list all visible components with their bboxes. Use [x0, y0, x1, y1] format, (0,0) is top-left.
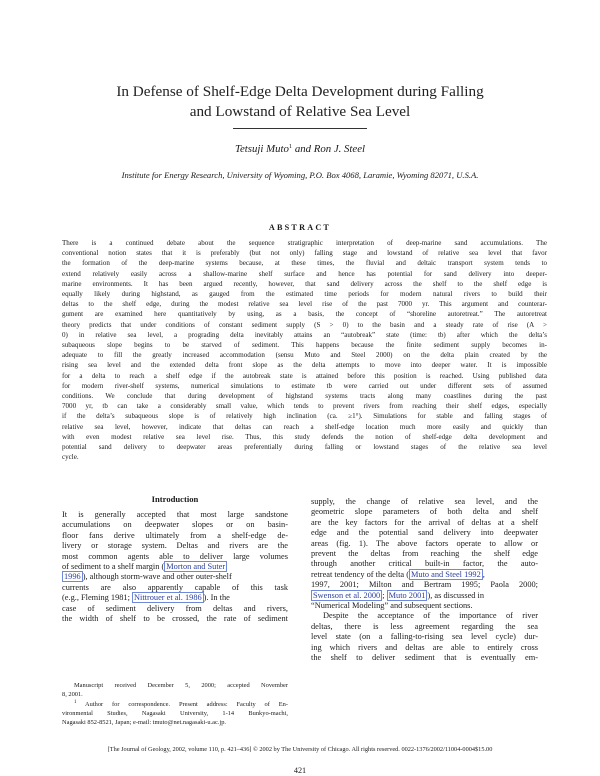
body-line	[311, 570, 538, 580]
abstract-line: if the delta’s subaqueous slope is of relatively high inclination (ca. ≥1°). Simulations for stable and falling stages of	[62, 412, 547, 421]
body-line: geometric slope parameters of both delta and shelf	[311, 507, 538, 517]
body-text: ,	[482, 569, 485, 579]
body-line: supply, the change of relative sea level, and the	[311, 497, 538, 506]
title-rule	[233, 128, 367, 129]
body-line	[311, 591, 538, 601]
author-muto: Tetsuji Muto	[234, 143, 289, 155]
abstract-line: the formation of the deep-marine systems because, at these times, the fluvial and deltaic transport system tends to	[62, 259, 547, 268]
manuscript-note: Manuscript received December 5, 2000; accepted November	[74, 682, 288, 689]
citation-link-swenson[interactable]: Swenson et al. 2000	[313, 590, 381, 600]
body-line: case of sediment delivery from deltas and rivers,	[62, 603, 288, 613]
body-text: ;	[382, 590, 387, 600]
abstract-line: cycle.	[62, 453, 79, 462]
body-line: “Numerical Modeling” and subsequent sections.	[311, 601, 473, 611]
body-line: most common agents able to deliver large volumes	[62, 551, 288, 561]
abstract-line: adequate to fill the greatly increased accommodation (sensu Muto and Steel 2000) on the delta plain created by the	[62, 351, 547, 360]
abstract-line: conventional notion states that it is preferably (but not only) falling stage and lowstand of relative sea level that favor	[62, 249, 547, 258]
abstract-line: subaqueous slope begins to be starved of sediment. This happens because the finite sediment supply becomes in-	[62, 341, 547, 350]
body-line	[62, 593, 288, 603]
body-line: deltas, there is less agreement regarding the sea	[311, 621, 538, 631]
affiliation: Institute for Energy Research, University of Wyoming, P.O. Box 4068, Laramie, Wyoming 82071, U.S.A.	[121, 170, 479, 180]
citation-link-nittrouer[interactable]: Nittrouer et al. 1986	[134, 593, 202, 603]
journal-citation: [The Journal of Geology, 2002, volume 110, p. 421–436] © 2002 by The University of Chicago. All rights reserved. 0022-1376/2002/11004-0004$15.00	[107, 746, 493, 753]
abstract-line: theory predicts that under conditions of constant sediment supply (S > 0) to the basin and a steady rate of rise (A >	[62, 320, 547, 329]
body-line: livery or storage system. Deltas and rivers are the	[62, 541, 288, 551]
body-line: currents are also apparently capable of this task	[62, 582, 288, 592]
abstract-line: deltas to the shelf edge, during the modest relative sea level rise of the past 7000 yr. This argument and counterar-	[62, 300, 547, 309]
abstract-body	[62, 238, 547, 462]
footnote-1	[62, 699, 288, 710]
abstract-line: 0) in relative sea level, a prograding delta inevitably attains an “autobreak” state (time: tb) after which the delta’s	[62, 330, 547, 339]
body-line	[62, 562, 288, 572]
body-line: prevent the deltas from reaching the shelf edge	[311, 549, 538, 559]
abstract-line: with even modest relative sea level rise. Thus, this study defends the notion of shelf-edge delta development and	[62, 432, 547, 441]
abstract-heading: ABSTRACT	[268, 223, 332, 232]
body-line: areas (fig. 1). The above factors operate to allow or	[311, 538, 538, 548]
body-line: the width of shelf to be crossed, the rate of sediment	[62, 614, 288, 624]
abstract-line: There is a continued debate about the sequence stratigraphic interpretation of deep-marine sand accumulations. The	[62, 239, 547, 247]
title-line-1: In Defense of Shelf-Edge Delta Development during Falling	[116, 83, 484, 100]
abstract-line: equally likely during highstand, as gauged from the estimated time periods for modern natural rivers to build their	[62, 290, 547, 299]
body-line: the shelf to deliver sediment that is eventually em-	[311, 653, 538, 663]
page-number: 421	[293, 766, 307, 775]
abstract-line: relative sea level, however, indicate that deltas can reach a shelf-edge location much more easily and quickly than	[62, 422, 547, 431]
body-line: It is generally accepted that most large sandstone	[62, 510, 288, 519]
body-line: level state (on a falling-to-rising sea level cycle) dur-	[311, 632, 538, 642]
abstract-line: rising sea level and the extended delta front slope as the delta attempts to move into deeper water. It is impossible	[62, 361, 547, 370]
left-column	[62, 510, 288, 624]
body-text: (e.g., Fleming 1981;	[62, 593, 132, 603]
body-line: ing which rivers and deltas are able to entirely cross	[311, 642, 538, 652]
author-steel: Ron J. Steel	[313, 143, 365, 155]
body-line: 1997, 2001; Milton and Bertram 1995; Paola 2000;	[311, 580, 538, 590]
body-line: are the key factors for the arrival of deltas at a shelf	[311, 517, 538, 527]
author-line	[60, 143, 540, 155]
body-line: edge and the potential sand delivery into deepwater	[311, 528, 538, 538]
body-text: ). In the	[203, 593, 230, 603]
title-line-2: and Lowstand of Relative Sea Level	[189, 103, 411, 120]
author-footnote-mark[interactable]: 1	[288, 143, 293, 150]
body-line: through another critical built-in factor, the auto-	[311, 559, 538, 569]
introduction-heading: Introduction	[151, 494, 199, 504]
footnote-mark: 1	[74, 700, 77, 706]
abstract-line: extend relatively easily across a shallow-marine shelf surface and hence has potential for sand delivery into deeper-	[62, 269, 547, 278]
article-title	[60, 82, 540, 122]
citation-link-morton-suter-year[interactable]: 1996	[64, 572, 81, 582]
abstract-line: potential sand delivery to deepwater areas preferentially during falling or lowstand stages of the relative sea level	[62, 443, 547, 452]
body-text: of sediment to a shelf margin (	[62, 562, 165, 572]
abstract-line: gument are examined here quantitatively by using, as a basis, the concept of “shoreline autoretreat.” The autoretreat	[62, 310, 547, 319]
citation-link-morton-suter[interactable]: Morton and Suter	[166, 562, 226, 572]
citation-link-muto-2001[interactable]: Muto 2001	[388, 590, 426, 600]
footnote-line: vironmental Studies, Nagasaki University, 1-14 Bunkyo-machi,	[62, 709, 288, 717]
body-line: Despite the acceptance of the importance of river	[323, 611, 538, 621]
body-text: retreat tendency of the delta (	[311, 569, 409, 579]
abstract-line: conditions. We conclude that during development of highstand systems tracts along many coastlines during the past	[62, 392, 547, 401]
right-column	[311, 497, 538, 664]
body-line: floor fans derive ultimately from a shelf-edge de-	[62, 530, 288, 540]
footnote-text: Author for correspondence. Present address: Faculty of En-	[76, 701, 288, 709]
citation-link-muto-steel-1992[interactable]: Muto and Steel 1992	[411, 569, 481, 579]
abstract-line: marine environments. It has been argued recently, however, that sand delivery across the shelf to the shelf edge is	[62, 279, 547, 288]
body-text: ), although storm-wave and other outer-shelf	[82, 572, 232, 582]
abstract-line: 7000 yr, tb can take a considerably small value, which tends to prevent rivers from reaching their shelf edges, especially	[62, 402, 547, 411]
footnotes	[62, 682, 288, 727]
body-text: ), as discussed in	[427, 590, 485, 600]
manuscript-note: 8, 2001.	[62, 690, 83, 698]
footnote-line: Nagasaki 852-8521, Japan; e-mail: tmuto@net.nagasaki-u.ac.jp.	[62, 718, 227, 726]
abstract-line: for modern river-shelf systems, numerical simulations to estimate tb were carried out under different sets of assumed	[62, 381, 547, 390]
body-line: accumulations on deepwater slopes or on basin-	[62, 520, 288, 530]
body-line	[62, 572, 288, 582]
abstract-line: for a delta to reach a shelf edge if the autobreak state is attained before this position is reached. Using published data	[62, 371, 547, 380]
author-and: and	[292, 143, 314, 155]
